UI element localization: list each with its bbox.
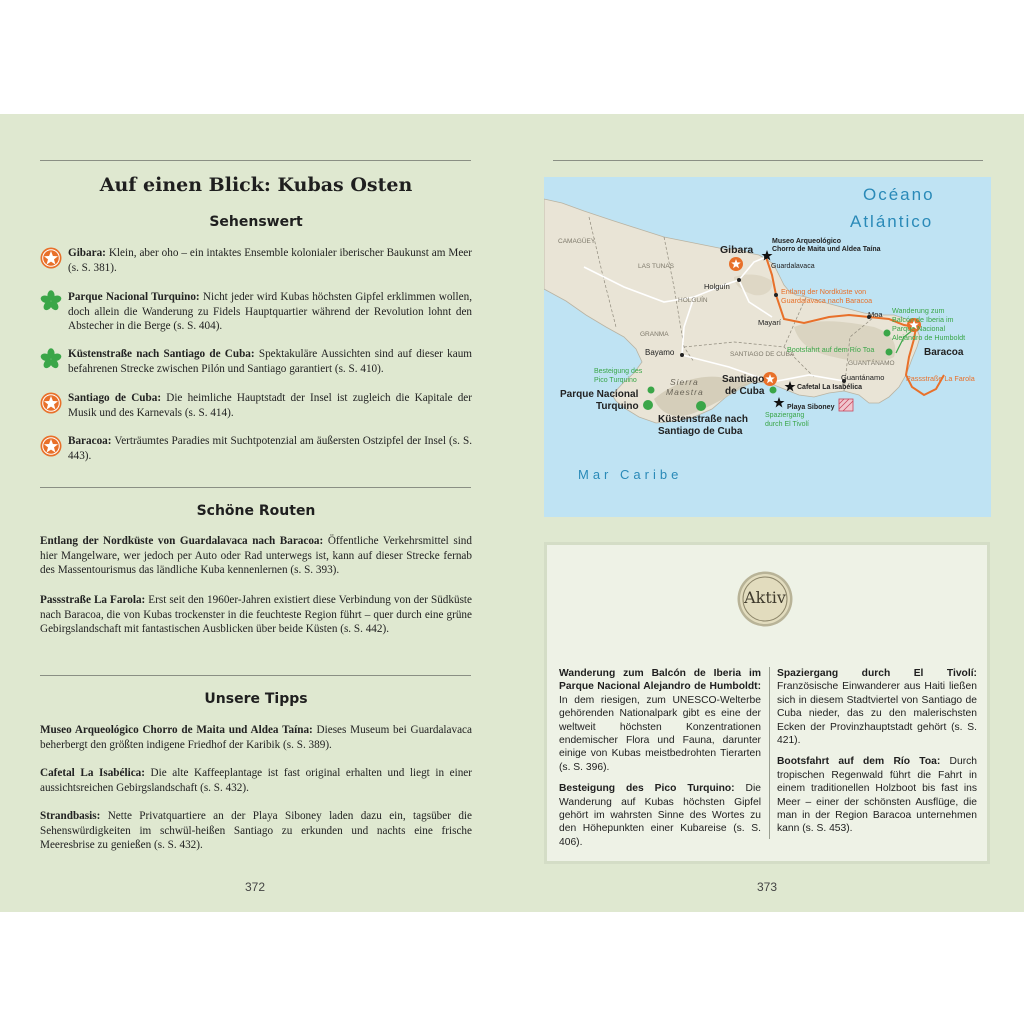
town-label: Mayarí	[758, 318, 781, 327]
aktiv-label-wanderung: Alejandro de Humboldt	[892, 333, 966, 342]
province-label: CAMAGÜEY	[558, 238, 596, 245]
aktiv-label-paseo: durch El Tivolí	[765, 421, 809, 428]
divider-rule	[40, 487, 471, 488]
section-heading-sehenswert: Sehenswert	[209, 214, 303, 230]
tipp-item-strandbasis: Strandbasis: Nette Privatquartiere an der Playa Siboney laden dazu ein, tagsüber die Sehenswürdigkeiten im schwül-heißen Santiago zu erkunden und nachts eine frische Meeresbrise zu genießen (s. S. 432).	[40, 810, 472, 852]
sehenswert-item-santiago: Santiago de Cuba: Die heimliche Hauptstadt der Insel ist zugleich die Kapitale der Musik und des Karnevals (s. S. 414).	[68, 392, 473, 419]
aktiv-item: Besteigung des Pico Turquino: Die Wanderung auf Kubas höchsten Gipfel gehört im wahrsten Sinne des Wortes zu den Höhepunkten einer Kubareise (s. S. 406).	[559, 783, 761, 848]
section-heading-tipps: Unsere Tipps	[204, 691, 308, 707]
aktiv-item: Spaziergang durch El Tivolí: Französische Einwanderer aus Haiti ließen sich in diesem Stadtviertel von Santiago de Cuba nieder, das zu den malerischsten Ecken der Provinzhauptstadt gehört (s. S. 421).	[777, 668, 977, 747]
page-title: Auf einen Blick: Kubas Osten	[99, 174, 413, 196]
aktiv-label-wanderung: Balcón de Iberia im	[892, 315, 954, 324]
column-divider	[769, 667, 770, 839]
sehenswert-item-turquino: Parque Nacional Turquino: Nicht jeder wird Kubas höchsten Gipfel erklimmen wollen, doch allein die Wanderung zu Fidels Hauptquartier während der Revolution lohnt den Abstecher in die Berge (s. S. 404).	[68, 291, 472, 333]
aktiv-label-pico: Besteigung des	[594, 368, 643, 375]
aktiv-badge	[737, 571, 793, 627]
section-heading-routen: Schöne Routen	[196, 503, 316, 519]
top-rule-left	[40, 160, 471, 161]
place-label-museo: Museo Arqueológico	[772, 238, 841, 245]
route-label-nordkueste: Entlang der Nordküste von	[781, 287, 867, 296]
town-label: Guardalavaca	[771, 263, 815, 270]
place-label-santiago: de Cuba	[725, 386, 765, 397]
tipp-item-museo: Museo Arqueológico Chorro de Maita und Aldea Taína: Dieses Museum bei Guardalavaca beherbergt den größten indigene Friedhof der Karibik (s. S. 389).	[40, 724, 472, 751]
top-rule-right	[553, 160, 983, 161]
aktiv-label-paseo: Spaziergang	[765, 412, 805, 419]
mountain-label: Sierra	[670, 377, 699, 387]
tipp-item-cafetal: Cafetal La Isabélica: Die alte Kaffeeplantage ist fast original erhalten und liegt in einer aussichtsreichen Gebirgslandschaft (s. S. 432).	[40, 767, 472, 794]
aktiv-column-left	[559, 667, 761, 857]
province-label: GUANTÁNAMO	[848, 360, 895, 367]
page-number-right: 373	[757, 880, 778, 894]
star-badge-icon	[40, 435, 62, 457]
place-label-gibara: Gibara	[720, 244, 754, 256]
route-item-la-farola: Passstraße La Farola: Erst seit den 1960er-Jahren existiert diese Verbindung von der Südküste nach Baracoa, die von Kubas trockenster in die feuchteste Region führt – quer durch eine grüne Gebirgslandschaft mit fantastischen Ausblicken über beide Küsten (s. S. 442).	[40, 594, 472, 636]
aktiv-label-wanderung: Parque Nacional	[892, 324, 946, 333]
place-label-turquino: Parque Nacional	[560, 389, 639, 400]
place-label-santiago: Santiago	[722, 374, 765, 385]
ocean-label: Océano	[863, 185, 935, 204]
aktiv-label-pico: Pico Turquino	[594, 377, 637, 384]
ocean-label: Atlántico	[850, 212, 934, 231]
aktiv-box	[544, 542, 990, 864]
sea-label: Mar Caribe	[578, 467, 683, 482]
province-label: SANTIAGO DE CUBA	[730, 351, 795, 358]
place-label-cafetal: Cafetal La Isabélica	[797, 384, 862, 391]
province-label: LAS TUNAS	[638, 263, 675, 270]
aktiv-label-bootsfahrt: Bootsfahrt auf dem Río Toa	[787, 345, 875, 354]
aktiv-badge-label: Aktiv	[744, 588, 786, 607]
place-label-kuestenstrasse: Santiago de Cuba	[658, 426, 743, 437]
town-label: Guantánamo	[841, 373, 885, 382]
town-label: Holguín	[704, 282, 730, 291]
route-item-nordkueste: Entlang der Nordküste von Guardalavaca nach Baracoa: Öffentliche Verkehrsmittel sind hier Mangelware, wer jedoch per Auto oder Rad unterwegs ist, kann auf dieser Strecke fernab des Massentourismus das ländliche Kuba kennenlernen (s. S. 393).	[40, 535, 472, 577]
star-badge-icon	[40, 392, 62, 414]
place-label-museo: Chorro de Maita und Aldea Taína	[772, 246, 881, 253]
sehenswert-item-baracoa: Baracoa: Verträumtes Paradies mit Suchtpotenzial am äußersten Ostzipfel der Insel (s. S. 443).	[68, 435, 472, 462]
aktiv-item: Wanderung zum Balcón de Iberia im Parque Nacional Alejandro de Humboldt: In dem riesigen, zum UNESCO-Welterbe gehörenden Nationalpark gibt es eine der weltweit höchsten Konzentrationen endemischer Flora und Fauna, darunter einige von Kubas meistbedrohten Tierarten (s. S. 396).	[559, 668, 761, 773]
place-label-kuestenstrasse: Küstenstraße nach	[658, 414, 749, 425]
page-number-left: 372	[245, 880, 266, 894]
place-label-turquino: Turquino	[596, 401, 639, 412]
route-label-nordkueste: Guardalavaca nach Baracoa	[781, 296, 873, 305]
province-label: GRANMA	[640, 331, 669, 338]
place-label-baracoa: Baracoa	[924, 347, 964, 358]
aktiv-column-right	[777, 667, 977, 844]
province-label: HOLGUÍN	[678, 297, 708, 304]
divider-rule	[40, 675, 471, 676]
leaf-icon	[40, 348, 62, 370]
mountain-label: Maestra	[666, 387, 704, 397]
town-label: Bayamo	[645, 348, 675, 357]
route-label-farola: Passstraße La Farola	[906, 374, 975, 383]
sehenswert-item-gibara: Gibara: Klein, aber oho – ein intaktes Ensemble kolonialer iberischer Baukunst am Meer (s. S. 381).	[68, 247, 472, 274]
sehenswert-item-kuestenstrasse: Küstenstraße nach Santiago de Cuba: Spektakuläre Aussichten sind auf dieser kaum befahrenen Strecke zwischen Pilón und Santiago garantiert (s. S. 410).	[68, 348, 472, 375]
aktiv-label-wanderung: Wanderung zum	[892, 306, 945, 315]
aktiv-item: Bootsfahrt auf dem Río Toa: Durch tropischen Regenwald führt die Fahrt in einem traditionellen Holzboot bis fast ins Meer – einer der schönsten Ausflüge, die man in der Region Baracoa unternehmen kann (s. S. 453).	[777, 756, 978, 835]
leaf-icon	[40, 290, 62, 312]
town-label: Moa	[868, 310, 883, 319]
map-eastern-cuba	[544, 177, 991, 517]
place-label-siboney: Playa Siboney	[787, 404, 835, 411]
star-badge-icon	[40, 247, 62, 269]
